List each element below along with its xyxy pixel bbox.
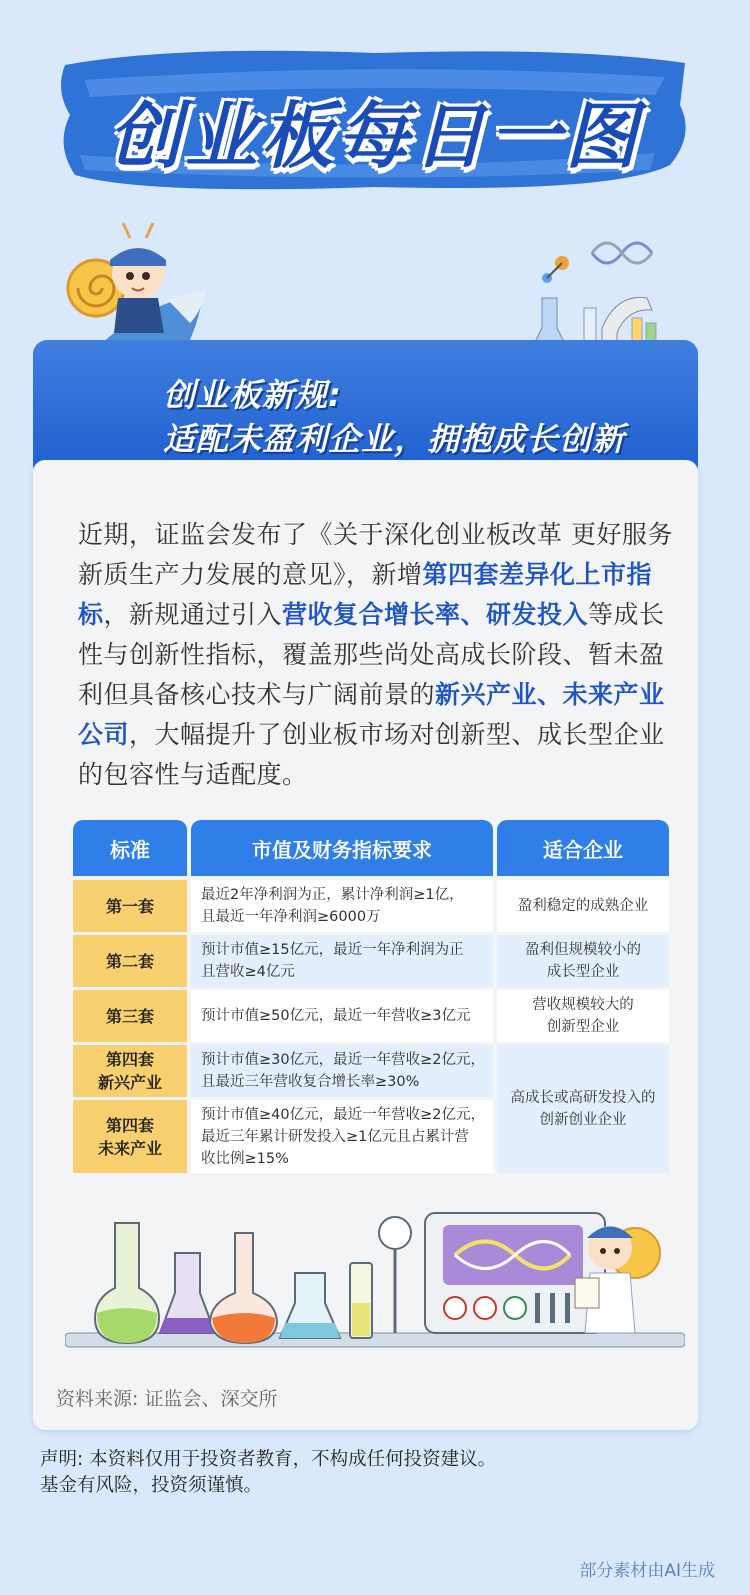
table-row-2-standard — [73, 935, 187, 987]
std-line: 第四套 — [105, 1050, 154, 1069]
std-line: 第二套 — [105, 951, 154, 971]
std-line: 第一套 — [105, 896, 154, 916]
subtitle-line-1: 创业板新规: — [163, 376, 342, 414]
fit-line: 创新创业企业 — [539, 1112, 627, 1128]
fit-line: 营收规模较大的 — [532, 997, 634, 1013]
table-row-1-standard — [73, 880, 187, 932]
intro-paragraph — [78, 515, 688, 795]
fit-line: 盈利稳定的成熟企业 — [517, 898, 649, 914]
req-line: 且最近一年净利润≥6000万 — [201, 909, 381, 925]
std-line: 第四套 — [105, 1115, 154, 1135]
req-line: 最近2年净利润为正，累计净利润≥1亿， — [201, 887, 464, 903]
intro-highlight-1: 第四套差异化上市指标 — [78, 560, 653, 629]
fit-line: 创新型企业 — [546, 1019, 620, 1035]
intro-text-2: ，新规通过引入 — [103, 600, 283, 629]
table-row-1-requirement — [191, 880, 493, 932]
disclaimer-line-1: 声明: 本资料仅用于投资者教育，不构成任何投资建议。 — [40, 1449, 497, 1470]
fit-line: 高成长或高研发投入的 — [510, 1090, 656, 1106]
table-row-3-standard — [73, 990, 187, 1042]
req-line: 最近三年累计研发投入≥1亿元且占累计营 — [201, 1128, 469, 1145]
intro-text-4: ，大幅提升了创业板市场对创新型、成长型企业的包容性与适配度。 — [78, 720, 665, 789]
table-header-requirements: 市值及财务指标要求 — [191, 820, 493, 876]
table-row-1-fit — [497, 880, 669, 932]
ai-generated-note: 部分素材由AI生成 — [579, 1561, 715, 1581]
table-row-4-requirement — [191, 1045, 493, 1097]
disclaimer — [40, 1447, 496, 1499]
req-line: 收比例≥15% — [201, 1150, 289, 1167]
table-row-5-standard — [73, 1100, 187, 1173]
intro-text-1: 近期，证监会发布了《关于深化创业板改革 更好服务新质生产力发展的意见》，新增 — [78, 520, 673, 589]
table-header-suitable: 适合企业 — [497, 820, 669, 876]
req-line: 预计市值≥15亿元，最近一年净利润为正 — [201, 942, 464, 958]
req-line: 预计市值≥40亿元，最近一年营收≥2亿元， — [201, 1106, 485, 1123]
table-row-4-5-fit — [497, 1045, 669, 1173]
table-row-2-fit — [497, 935, 669, 987]
std-line: 第三套 — [105, 1006, 154, 1026]
lab-equipment-illustration-bottom — [65, 1193, 685, 1368]
req-line: 且最近三年营收复合增长率≥30% — [201, 1074, 420, 1090]
req-line: 预计市值≥50亿元，最近一年营收≥3亿元 — [201, 1008, 471, 1024]
page-title: 创业板每日一图 — [108, 94, 641, 178]
req-line: 预计市值≥30亿元，最近一年营收≥2亿元， — [201, 1052, 485, 1068]
table-row-3-requirement — [191, 990, 493, 1042]
table-row-2-requirement — [191, 935, 493, 987]
table-row-5-requirement — [191, 1100, 493, 1173]
intro-text-3: 等成长性与创新性指标，覆盖那些尚处高成长阶段、暂未盈利但具备核心技术与广阔前景的 — [78, 600, 665, 709]
subtitle-line-2: 适配未盈利企业，拥抱成长创新 — [163, 420, 626, 458]
std-line: 未来产业 — [97, 1138, 162, 1158]
fit-line: 成长型企业 — [546, 964, 620, 980]
data-source: 资料来源: 证监会、深交所 — [56, 1388, 278, 1410]
req-line: 且营收≥4亿元 — [201, 964, 295, 980]
table-header-standard: 标准 — [73, 820, 187, 876]
subtitle-card — [33, 340, 698, 475]
fit-line: 盈利但规模较小的 — [525, 942, 641, 958]
intro-highlight-2: 营收复合增长率、研发投入 — [282, 600, 589, 629]
intro-highlight-3: 新兴产业、未来产业公司 — [78, 680, 665, 749]
disclaimer-line-2: 基金有风险，投资须谨慎。 — [40, 1475, 263, 1496]
table-row-4-standard — [73, 1045, 187, 1097]
table-row-3-fit — [497, 990, 669, 1042]
std-line: 新兴产业 — [97, 1073, 162, 1092]
